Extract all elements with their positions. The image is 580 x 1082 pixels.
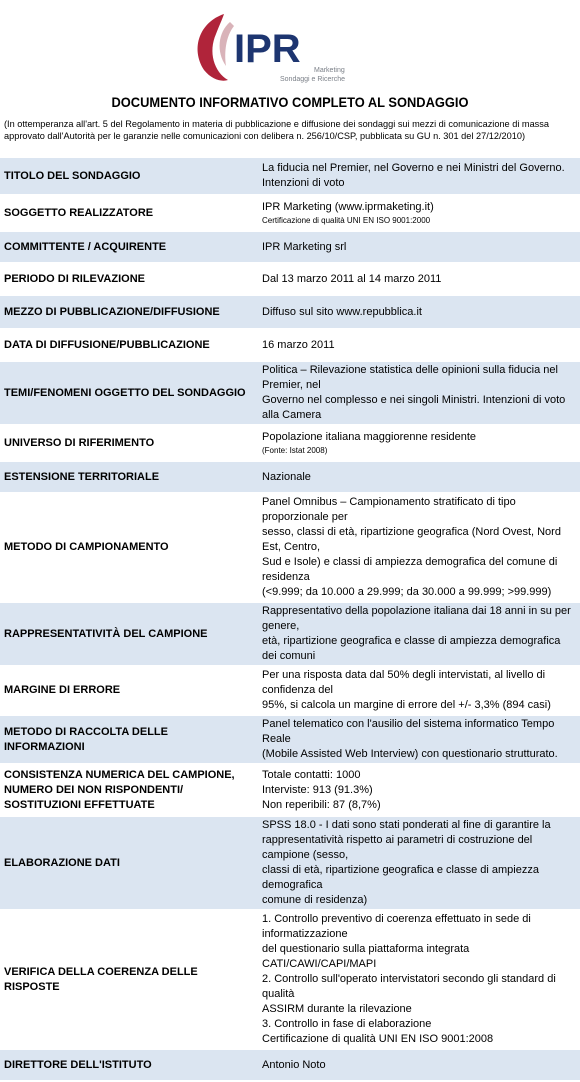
value-line: Dal 13 marzo 2011 al 14 marzo 2011 [262,272,442,285]
intro-note: (In ottemperanza all'art. 5 del Regolamento in materia di pubblicazione e diffusione dei sondaggi sui mezzi di comunicazione di massa approvato dall'Autorità per le garanzie nelle comunicazioni con delibera n. 256/10/CSP, pubblicata su GU n. 301 del 27/12/2010) [4,119,549,141]
value-line: IPR Marketing srl [262,240,347,253]
value-line: Panel telematico con l'ausilio del sistema informatico Tempo Reale [262,718,555,745]
table-row [0,667,580,714]
value-line: Certificazione di qualità UNI EN ISO 9001:2008 [262,1033,494,1045]
table-row [0,911,580,1048]
value-line: Rappresentativo della popolazione italiana dai 18 anni in su per genere, [262,605,571,632]
row-label: COMMITTENTE / ACQUIRENTE [0,232,254,262]
row-label: PERIODO DI RILEVAZIONE [0,264,254,294]
table-row [0,1050,580,1080]
table-row [0,817,580,909]
row-value [254,196,580,230]
logo-name: IPR [234,27,301,71]
row-label: TITOLO DEL SONDAGGIO [0,158,254,194]
row-label: DATA DI DIFFUSIONE/PUBBLICAZIONE [0,330,254,360]
header [0,0,580,92]
value-line: Politica – Rilevazione statistica delle opinioni sulla fiducia nel Premier, nel [262,364,558,391]
row-value [254,494,580,601]
value-line: Totale contatti: 1000 [262,768,361,781]
value-line: SPSS 18.0 - I dati sono stati ponderati al fine di garantire la [262,819,551,831]
value-line: 2. Controllo sull'operato intervistatori secondo gli standard di qualità [262,973,556,1000]
value-line: IPR Marketing (www.iprmaketing.it) [262,201,434,213]
value-line: (<9.999; da 10.000 a 29.999; da 30.000 a 99.999; >99.999) [262,586,552,598]
logo-swoosh-inner [220,22,234,66]
row-label: DIRETTORE DELL'ISTITUTO [0,1050,254,1080]
table-row [0,196,580,230]
row-value [254,765,580,815]
value-line: del questionario sulla piattaforma integrata CATI/CAWI/CAPI/MAPI [262,943,470,970]
row-label: TEMI/FENOMENI OGGETTO DEL SONDAGGIO [0,362,254,424]
row-value [254,1050,580,1080]
value-line: ASSIRM durante la rilevazione [262,1003,412,1015]
value-note: Certificazione di qualità UNI EN ISO 9001:2000 [262,216,431,225]
value-line: Antonio Noto [262,1058,326,1071]
row-label: UNIVERSO DI RIFERIMENTO [0,426,254,460]
table-row [0,494,580,601]
row-value [254,158,580,194]
value-note: (Fonte: Istat 2008) [262,446,328,455]
row-label: VERIFICA DELLA COERENZA DELLE RISPOSTE [0,911,254,1048]
table-row [0,462,580,492]
row-value [254,362,580,424]
row-value [254,426,580,460]
row-label: METODO DI RACCOLTA DELLE INFORMAZIONI [0,716,254,763]
logo-line1: Marketing [314,67,345,74]
value-line: 3. Controllo in fase di elaborazione [262,1018,432,1030]
row-value [254,232,580,262]
table-row [0,603,580,665]
info-table [0,156,580,1082]
value-line: Sud e Isole) e classi di ampiezza demografica del comune di residenza [262,556,558,583]
row-value [254,462,580,492]
table-row [0,426,580,460]
logo-line2: Sondaggi e Ricerche [280,76,345,83]
table-row [0,716,580,763]
row-label: MARGINE DI ERRORE [0,667,254,714]
row-value [254,817,580,909]
value-line: Governo nel complesso e nei singoli Ministri. Intenzioni di voto alla Camera [262,394,566,421]
value-line: Nazionale [262,470,311,483]
value-line: Non reperibili: 87 (8,7%) [262,798,381,811]
table-row [0,362,580,424]
page-title: DOCUMENTO INFORMATIVO COMPLETO AL SONDAGGIO [111,94,469,110]
value-line: 95%, si calcola un margine di errore del +/- 3,3% (894 casi) [262,699,551,711]
value-line: Interviste: 913 (91.3%) [262,783,373,796]
value-line: comune di residenza) [262,894,368,906]
ipr-logo [186,8,346,88]
row-value [254,911,580,1048]
table-row [0,296,580,328]
row-label: ESTENSIONE TERRITORIALE [0,462,254,492]
table-row [0,330,580,360]
row-value [254,296,580,328]
value-line: rappresentatività rispetto ai parametri di costruzione del campione (sesso, [262,834,533,861]
value-line: Diffuso sul sito www.repubblica.it [262,305,422,318]
row-label: ELABORAZIONE DATI [0,817,254,909]
row-value [254,330,580,360]
value-line: età, ripartizione geografica e classe di ampiezza demografica dei comuni [262,635,561,662]
value-line: Panel Omnibus – Campionamento stratificato di tipo proporzionale per [262,496,516,523]
value-line: La fiducia nel Premier, nel Governo e nei Ministri del Governo. [262,162,565,174]
row-label: METODO DI CAMPIONAMENTO [0,494,254,601]
table-row [0,232,580,262]
row-value [254,264,580,294]
value-line: 1. Controllo preventivo di coerenza effettuato in sede di informatizzazione [262,913,531,940]
value-line: sesso, classi di età, ripartizione geografica (Nord Ovest, Nord Est, Centro, [262,526,561,553]
value-line: classi di età, ripartizione geografica e classe di ampiezza demografica [262,864,539,891]
value-line: (Mobile Assisted Web Interview) con questionario strutturato. [262,748,558,760]
table-row [0,264,580,294]
row-label: MEZZO DI PUBBLICAZIONE/DIFFUSIONE [0,296,254,328]
row-value [254,603,580,665]
table-row [0,765,580,815]
row-value [254,716,580,763]
row-label: SOGGETTO REALIZZATORE [0,196,254,230]
row-label: CONSISTENZA NUMERICA DEL CAMPIONE, NUMERO DEI NON RISPONDENTI/ SOSTITUZIONI EFFETTUATE [0,765,254,815]
value-line: Popolazione italiana maggiorenne residente [262,431,477,443]
value-line: Per una risposta data dal 50% degli intervistati, al livello di confidenza del [262,669,546,696]
value-line: Intenzioni di voto [262,177,345,189]
value-line: 16 marzo 2011 [262,338,335,351]
row-value [254,667,580,714]
row-label: RAPPRESENTATIVITÀ DEL CAMPIONE [0,603,254,665]
table-row [0,158,580,194]
